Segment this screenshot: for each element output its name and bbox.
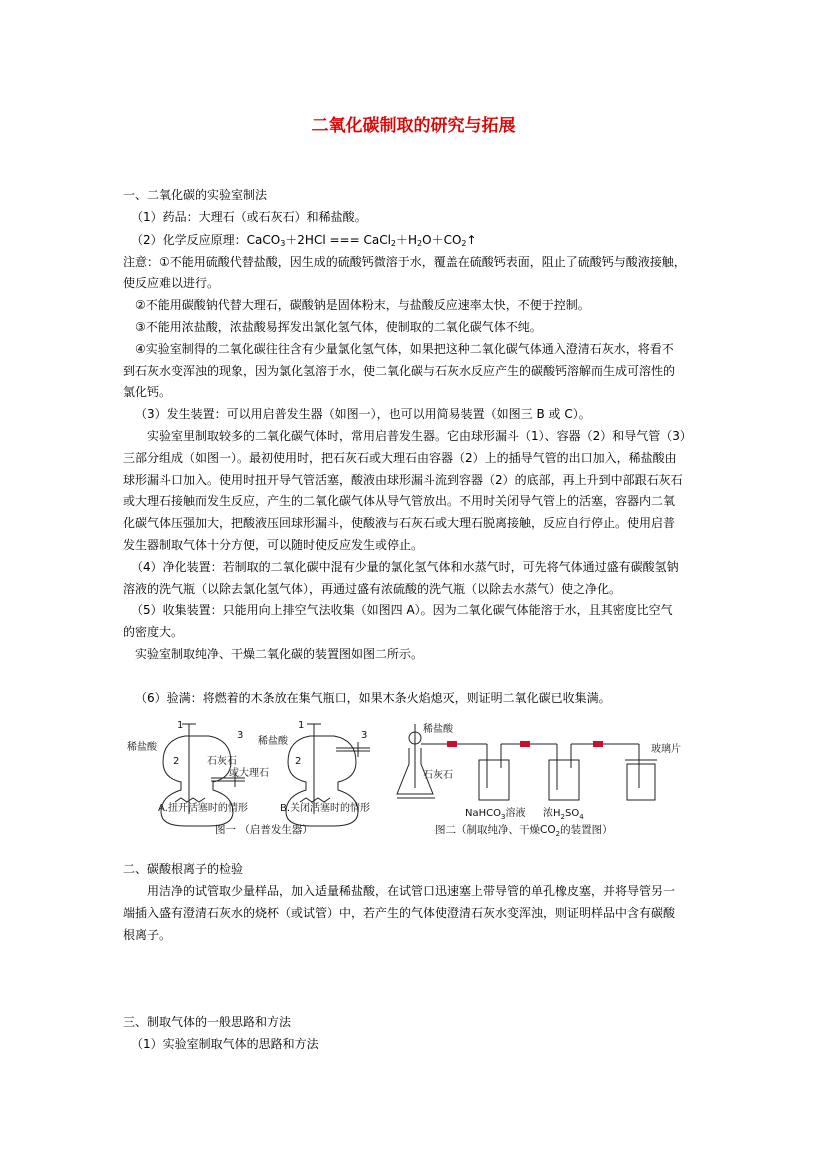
paragraph-line: 三部分组成（如图一）。最初使用时，把石灰石或大理石由容器（2）上的插导气管的出口加入，稀盐酸由 [123,451,677,465]
note-2: ②不能用碳酸钠代替大理石，碳酸钠是固体粉末，与盐酸反应速率太快，不便于控制。 [135,298,590,312]
nahco3-label [465,806,525,821]
acid-label-b: 稀盐酸 [258,736,288,747]
gas-arrow: ↑ [466,233,477,247]
device-line: （3）发生装置：可以用启普发生器（如图一），也可以用简易装置（如图三 B 或 C）。 [135,407,591,421]
acid-label: 稀盐酸 [423,724,453,735]
rubber-joint [520,741,530,747]
drug-line: （1）药品：大理石（或石灰石）和稀盐酸。 [131,210,367,224]
paragraph-line: 球形漏斗口加入。使用时扭开导气管活塞，酸液由球形漏斗流到容器（2）的底部，再上升到中部跟石灰石 [123,473,683,487]
funnel-number-b: 1 [298,720,305,731]
reaction-line [131,230,477,254]
note-1b: 使反应难以进行。 [123,276,220,290]
paragraph-line: 化碳气体压强加大，把酸液压回球形漏斗，使酸液与石灰石或大理石脱离接触，反应自行停止。使用启普 [123,516,676,530]
formula-sub: 2 [560,813,565,821]
formula-sub: 3 [280,239,286,248]
formula-sub: 2 [417,239,423,248]
formula-hcl: ＋2HCl === CaCl [285,233,391,247]
section2-line: 用洁净的试管取少量样品，加入适量稀盐酸，在试管口迅速塞上带导管的单孔橡皮塞，并将导管另一 [147,884,676,898]
h2so4-mid: SO [565,808,580,819]
figure1-caption: 图一 （启普发生器） [215,824,313,836]
collect-line: （5）收集装置：只能用向上排空气法收集（如图四 A）。因为二氧化碳气体能溶于水，且其密度比空气 [131,603,673,617]
caption-post: 的装置图） [560,824,613,836]
stone-label-a: 石灰石 [207,756,237,767]
caption-pre: 图二（制取纯净、干燥CO [435,824,556,836]
tube-number-a: 3 [237,730,244,741]
formula-co: O＋CO [422,233,462,247]
nahco3-tail: 溶液 [505,808,526,819]
container-number-b: 2 [295,756,302,767]
paragraph-line: 实验室里制取较多的二氧化碳气体时，常用启普发生器。它由球形漏斗（1）、容器（2）和导气管（3） [147,429,692,443]
formula-sub: 4 [579,813,584,821]
rubber-joint [447,741,457,747]
figure2-caption [435,823,613,838]
section2-heading: 二、碳酸根离子的检验 [123,862,244,876]
formula-sub: 2 [555,830,561,838]
note-4b: 到石灰水变浑浊的现象，因为氯化氢溶于水，使二氧化碳与石灰水反应产生的碳酸钙溶解而生成可溶性的 [123,364,676,378]
section2-line: 端插入盛有澄清石灰水的烧杯（或试管）中，若产生的气体使澄清石灰水变浑浊，则证明样品中含有碳酸 [123,906,676,920]
note-1: 注意：①不能用硫酸代替盐酸，因生成的硫酸钙微溶于水，覆盖在硫酸钙表面，阻止了硫酸钙与酸液接触， [123,255,686,269]
fig2-reference: 实验室制取纯净、干燥二氧化碳的装置图如图二所示。 [135,647,424,661]
stone-label-b: 或大理石 [229,768,269,779]
test-line: （6）验满：将燃着的木条放在集气瓶口，如果木条火焰熄灭，则证明二氧化碳已收集满。 [135,691,611,705]
nahco3-formula: NaHCO [465,808,501,819]
h2so4-prefix: 浓H [543,808,561,819]
tube-number-b: 3 [361,730,368,741]
wash-bottle-2 [549,744,579,800]
funnel-number-a: 1 [177,720,184,731]
flask-generator [397,724,435,798]
section3-heading: 三、制取气体的一般思路和方法 [123,1015,292,1029]
figure-purification-setup [395,718,715,843]
rubber-joint [593,741,603,747]
state-label-a: A.扭开活塞时的情形 [158,803,248,814]
page-title: 二氧化碳制取的研究与拓展 [311,116,516,136]
purify-line: （4）净化装置：若制取的二氧化碳中混有少量的氯化氢气体和水蒸气时，可先将气体通过盛有碳酸氢钠 [131,560,679,574]
container-number-a: 2 [173,756,180,767]
section3-item: （1）实验室制取气体的思路和方法 [131,1037,319,1051]
formula-h: ＋H [396,233,418,247]
h2so4-label [543,806,584,821]
formula-sub: 2 [461,239,467,248]
glass-plate-label: 玻璃片 [651,744,681,755]
note-4a: ④实验室制得的二氧化碳往往含有少量氯化氢气体，如果把这种二氧化碳气体通入澄清石灰水，将看不 [135,342,674,356]
reaction-prefix: （2）化学反应原理： [131,233,247,247]
note-4c: 氯化钙。 [123,385,172,399]
formula-sub: 2 [390,239,397,248]
state-label-b: B.关闭活塞时的情形 [280,803,371,814]
collect-line: 的密度大。 [123,625,184,639]
stone-label: 石灰石 [423,770,453,781]
paragraph-line: 发生器制取气体十分方便，可以随时使反应发生或停止。 [123,538,424,552]
formula-caco: CaCO [246,233,281,247]
paragraph-line: 或大理石接触而发生反应，产生的二氧化碳气体从导气管放出。不用时关闭导气管上的活塞，容器内二氧 [123,494,676,508]
formula-sub: 3 [500,813,506,821]
figure-kipp-generator [125,718,385,843]
section1-heading: 一、二氧化碳的实验室制法 [123,188,268,202]
collecting-bottle [625,760,657,800]
section2-line: 根离子。 [123,928,172,942]
purify-line: 溶液的洗气瓶（以除去氯化氢气体），再通过盛有浓硫酸的洗气瓶（以除去水蒸气）使之净化。 [123,582,622,596]
acid-label-a: 稀盐酸 [127,742,157,753]
wash-bottle-1 [479,744,509,800]
note-3: ③不能用浓盐酸，浓盐酸易挥发出氯化氢气体，使制取的二氧化碳气体不纯。 [135,320,542,334]
